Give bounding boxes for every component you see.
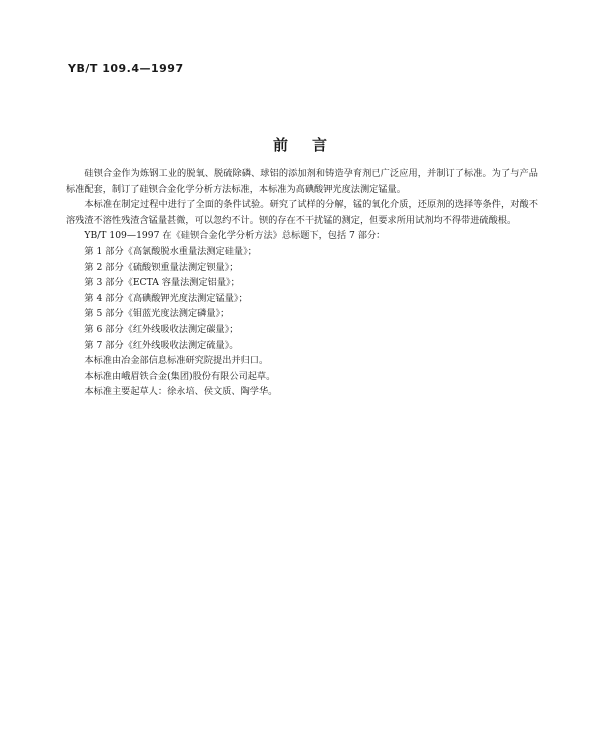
list-item-part-4: 第 4 部分《高碘酸钾光度法测定锰量》；	[84, 292, 248, 304]
closing-proposer: 本标准由冶金部信息标准研究院提出并归口。	[84, 355, 269, 367]
list-item-part-1: 第 1 部分《高氯酸脱水重量法测定硅量》；	[84, 245, 257, 257]
paragraph-intro: 硅钡合金作为炼钢工业的脱氧、脱硫除磷、球铝的添加剂和铸造孕育剂已广泛应用，并制订了标准。为了与产品标准配套，制订了硅钡合金化学分析方法标准，本标准为高碘酸钾光度法测定锰量。	[66, 168, 538, 195]
paragraph-parts-intro: YB/T 109—1997 在《硅钡合金化学分析方法》总标题下，包括 7 部分：	[84, 230, 386, 242]
list-item-part-7: 第 7 部分《红外线吸收法测定硫量》。	[84, 339, 239, 351]
standard-code: YB/T 109.4—1997	[68, 62, 184, 75]
list-item-part-6: 第 6 部分《红外线吸收法测定碳量》；	[84, 323, 239, 335]
closing-drafter: 本标准由峨眉铁合金(集团)股份有限公司起草。	[84, 370, 276, 382]
list-item-part-5: 第 5 部分《钼蓝光度法测定磷量》；	[84, 308, 230, 320]
closing-authors: 本标准主要起草人：徐永培、侯文质、陶学华。	[84, 386, 278, 398]
list-item-part-2: 第 2 部分《硫酸钡重量法测定钡量》；	[84, 261, 239, 273]
list-item-part-3: 第 3 部分《ECTA 容量法测定铝量》；	[84, 277, 240, 289]
foreword-body	[66, 166, 538, 400]
page-title: 前言	[272, 136, 351, 154]
paragraph-conditions: 本标准在制定过程中进行了全面的条件试验。研究了试样的分解，锰的氧化介质，还原剂的选择等条件，对酸不溶残渣不溶性残渣含锰量甚微，可以忽约不计。钡的存在不干扰锰的测定，但要求所用试剂均不得带进硫酸根。	[66, 199, 538, 226]
